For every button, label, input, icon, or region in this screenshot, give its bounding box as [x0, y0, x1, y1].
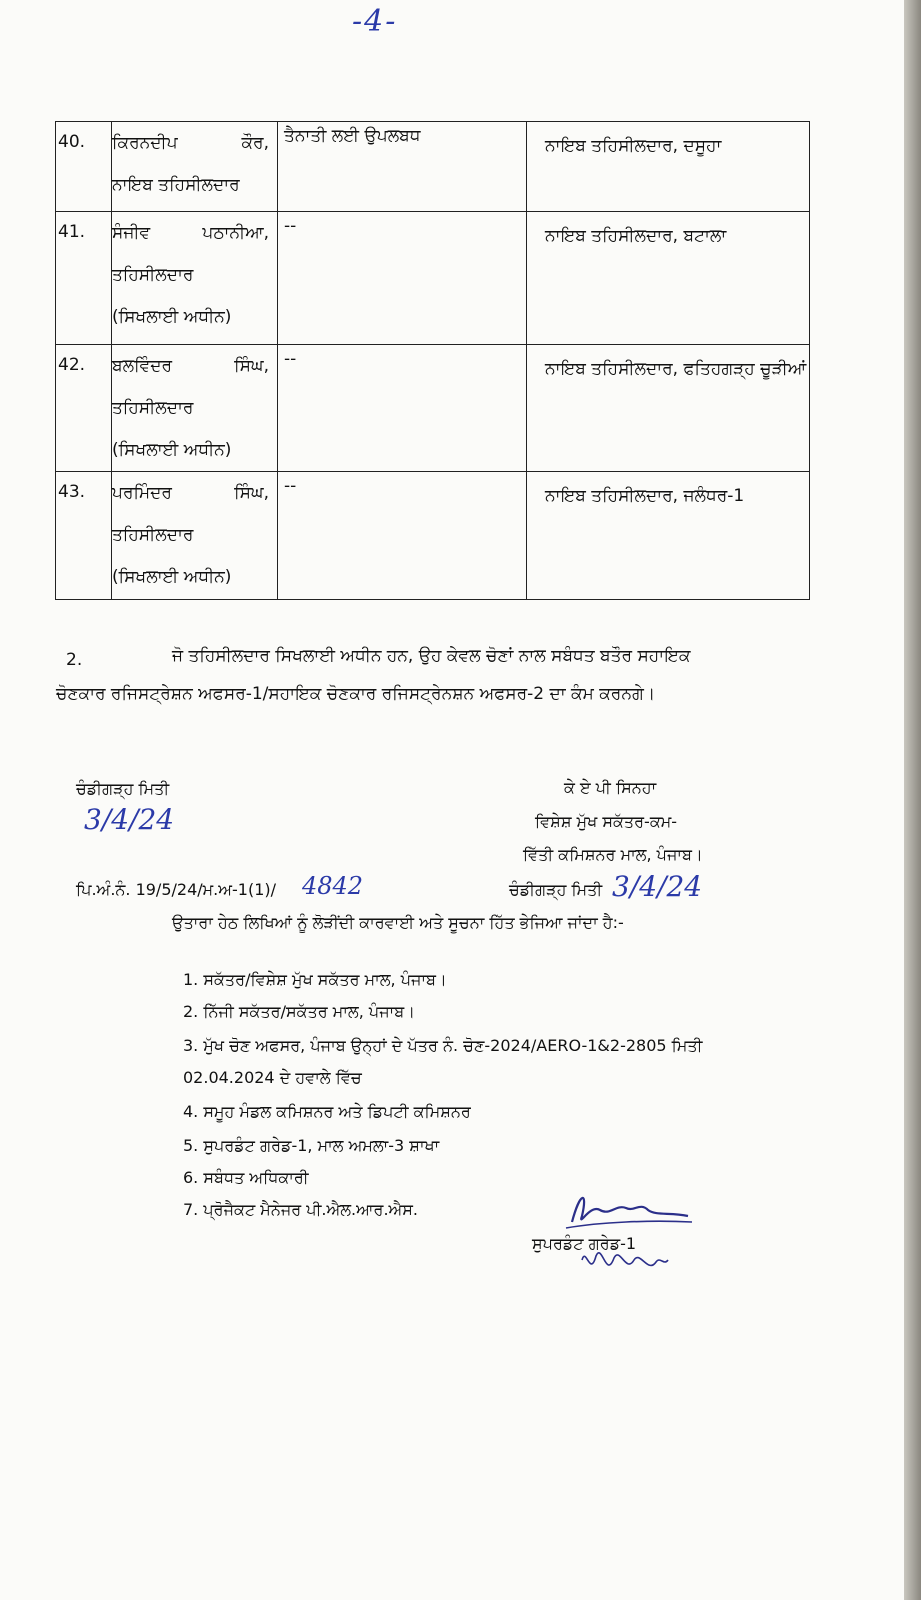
posting-cell: ਨਾਇਬ ਤਹਿਸੀਲਦਾਰ, ਫਤਿਹਗੜ੍ਹ ਚੂੜੀਆਂ	[527, 345, 810, 472]
endorsement-ref: ਪਿ.ਅੰ.ਨੰ. 19/5/24/ਮ.ਅ-1(1)/	[76, 880, 277, 899]
endorsement-intro: ਉਤਾਰਾ ਹੇਠ ਲਿਖਿਆਂ ਨੂੰ ਲੋੜੀਂਦੀ ਕਾਰਵਾਈ ਅਤੇ ਸੂਚਨਾ ਹਿੱਤ ਭੇਜਿਆ ਜਾਂਦਾ ਹੈ:-	[172, 913, 624, 932]
officer-name-cell	[112, 345, 278, 472]
training-status: (ਸਿਖਲਾਈ ਅਧੀਨ)	[112, 440, 232, 460]
officer-designation: ਤਹਿਸੀਲਦਾਰ	[112, 525, 194, 545]
page-number: -4-	[352, 4, 398, 39]
officer-designation: ਤਹਿਸੀਲਦਾਰ	[112, 265, 194, 285]
table-row	[56, 472, 810, 600]
officer-name-cell	[112, 122, 278, 212]
handwritten-date: 3/4/24	[84, 803, 175, 836]
officer-name-cell	[112, 212, 278, 345]
signatory-title-1: ਵਿਸ਼ੇਸ਼ ਮੁੱਖ ਸਕੱਤਰ-ਕਮ-	[535, 812, 678, 831]
officer-designation: ਨਾਇਬ ਤਹਿਸੀਲਦਾਰ	[112, 175, 240, 195]
officer-last-name: ਸਿੰਘ,	[234, 483, 269, 503]
table-row	[56, 212, 810, 345]
table-row	[56, 345, 810, 472]
row-number: 40.	[56, 122, 112, 212]
copy-item: 5. ਸੁਪਰਡੰਟ ਗਰੇਡ-1, ਮਾਲ ਅਮਲਾ-3 ਸ਼ਾਖਾ	[183, 1136, 440, 1155]
status-cell: --	[278, 345, 527, 472]
paragraph-number: 2.	[66, 650, 83, 670]
copy-item: 3. ਮੁੱਖ ਚੋਣ ਅਫਸਰ, ਪੰਜਾਬ ਉਨ੍ਹਾਂ ਦੇ ਪੱਤਰ ਨੰ. ਚੋਣ-2024/AERO-1&2-2805 ਮਿਤੀ	[183, 1036, 703, 1055]
copy-item: 7. ਪ੍ਰੋਜੈਕਟ ਮੈਨੇਜਰ ਪੀ.ਐਲ.ਆਰ.ਐਸ.	[183, 1200, 418, 1219]
officer-name-cell	[112, 472, 278, 600]
status-cell: ਤੈਨਾਤੀ ਲਈ ਉਪਲਬਧ	[278, 122, 527, 212]
officer-first-name: ਸੰਜੀਵ	[112, 223, 151, 243]
paragraph-line-1: ਜੋ ਤਹਿਸੀਲਦਾਰ ਸਿਖਲਾਈ ਅਧੀਨ ਹਨ, ਉਹ ਕੇਵਲ ਚੋਣਾਂ ਨਾਲ ਸਬੰਧਤ ਬਤੌਰ ਸਹਾਇਕ	[172, 646, 691, 666]
copy-item: 4. ਸਮੂਹ ਮੰਡਲ ਕਮਿਸ਼ਨਰ ਅਤੇ ਡਿਪਟੀ ਕਮਿਸ਼ਨਰ	[183, 1102, 471, 1121]
officer-first-name: ਬਲਵਿੰਦਰ	[112, 356, 173, 376]
row-number: 43.	[56, 472, 112, 600]
copy-item: 1. ਸਕੱਤਰ/ਵਿਸ਼ੇਸ਼ ਮੁੱਖ ਸਕੱਤਰ ਮਾਲ, ਪੰਜਾਬ।	[183, 970, 447, 989]
officer-first-name: ਕਿਰਨਦੀਪ	[112, 133, 178, 153]
officer-designation: ਤਹਿਸੀਲਦਾਰ	[112, 398, 194, 418]
endorsement-date-label: ਚੰਡੀਗੜ੍ਹ ਮਿਤੀ	[509, 880, 603, 899]
paragraph-line-2: ਚੋਣਕਾਰ ਰਜਿਸਟ੍ਰੇਸ਼ਨ ਅਫਸਰ-1/ਸਹਾਇਕ ਚੋਣਕਾਰ ਰਜਿਸਟ੍ਰੇਨਸ਼ਨ ਅਫਸਰ-2 ਦਾ ਕੰਮ ਕਰਨਗੇ।	[56, 684, 656, 704]
page-edge	[904, 0, 921, 1600]
posting-cell: ਨਾਇਬ ਤਹਿਸੀਲਦਾਰ, ਜਲੰਧਰ-1	[527, 472, 810, 600]
copy-item: 2. ਨਿੱਜੀ ਸਕੱਤਰ/ਸਕੱਤਰ ਮਾਲ, ਪੰਜਾਬ।	[183, 1002, 415, 1021]
status-cell: --	[278, 212, 527, 345]
training-status: (ਸਿਖਲਾਈ ਅਧੀਨ)	[112, 567, 232, 587]
officer-last-name: ਕੌਰ,	[241, 133, 269, 153]
posting-cell: ਨਾਇਬ ਤਹਿਸੀਲਦਾਰ, ਦਸੂਹਾ	[527, 122, 810, 212]
copy-item: 02.04.2024 ਦੇ ਹਵਾਲੇ ਵਿੱਚ	[183, 1068, 362, 1087]
table-row	[56, 122, 810, 212]
closing-title: ਸੁਪਰਡੰਟ ਗਰੇਡ-1	[532, 1234, 637, 1253]
officer-last-name: ਸਿੰਘ,	[234, 356, 269, 376]
officer-first-name: ਪਰਮਿੰਦਰ	[112, 483, 172, 503]
posting-cell: ਨਾਇਬ ਤਹਿਸੀਲਦਾਰ, ਬਟਾਲਾ	[527, 212, 810, 345]
row-number: 41.	[56, 212, 112, 345]
row-number: 42.	[56, 345, 112, 472]
signatory-name: ਕੇ ਏ ਪੀ ਸਿਨਹਾ	[564, 778, 657, 797]
officer-last-name: ਪਠਾਨੀਆ,	[202, 223, 269, 243]
copy-item: 6. ਸਬੰਧਤ ਅਧਿਕਾਰੀ	[183, 1168, 309, 1187]
training-status: (ਸਿਖਲਾਈ ਅਧੀਨ)	[112, 307, 232, 327]
endorsement-number-handwritten: 4842	[302, 872, 364, 900]
posting-table	[55, 121, 810, 600]
endorsement-date-handwritten: 3/4/24	[612, 870, 703, 903]
status-cell: --	[278, 472, 527, 600]
signatory-title-2: ਵਿੱਤੀ ਕਮਿਸ਼ਨਰ ਮਾਲ, ਪੰਜਾਬ।	[523, 845, 703, 864]
place-date-label: ਚੰਡੀਗੜ੍ਹ ਮਿਤੀ	[76, 779, 170, 798]
